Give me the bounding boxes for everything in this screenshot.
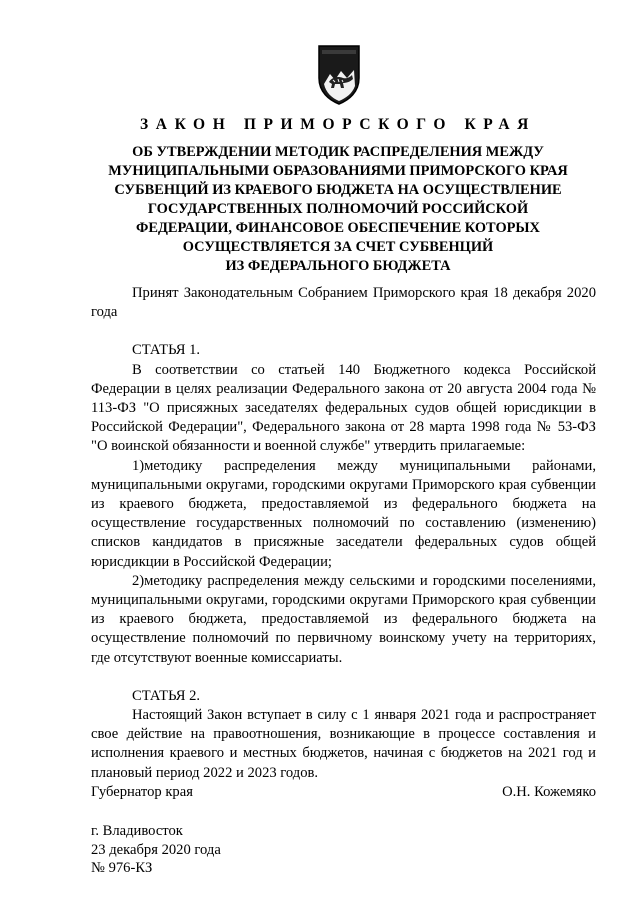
subject-line: ФЕДЕРАЦИИ, ФИНАНСОВОЕ ОБЕСПЕЧЕНИЕ КОТОРЫХ — [136, 220, 540, 236]
law-subject — [88, 143, 588, 276]
subject-line: ОСУЩЕСТВЛЯЕТСЯ ЗА СЧЕТ СУБВЕНЦИЙ — [182, 239, 494, 255]
law-body — [91, 284, 596, 783]
law-title: ЗАКОН ПРИМОРСКОГО КРАЯ — [140, 116, 536, 133]
article-1-item-1: 1)методику распределения между муниципальными районами, муниципальными округами, городскими округами Приморского края субвенции из краевого бюджета, предоставляемой из федерального бюджета на осуществление государственных полномочий по составлению (изменению) списков кандидатов в присяжные заседатели федеральных судов общей юрисдикции в Российской Федерации; — [91, 457, 596, 570]
footer-city: г. Владивосток — [91, 823, 183, 839]
adoption-note: Принят Законодательным Собранием Приморского края 18 декабря 2020 года — [91, 285, 596, 321]
document-footer — [91, 822, 221, 878]
footer-number: № 976-КЗ — [91, 860, 153, 877]
article-2-text: Настоящий Закон вступает в силу с 1 января 2021 года и распространяет свое действие на правоотношения, возникающие в процессе составления и исполнения краевого и местных бюджетов, начиная с бюджетов на 2021 год и плановый период 2022 и 2023 годов. — [91, 707, 596, 781]
subject-line: МУНИЦИПАЛЬНЫМИ ОБРАЗОВАНИЯМИ ПРИМОРСКОГО КРАЯ — [108, 163, 568, 179]
article-1-intro: В соответствии со статьей 140 Бюджетного кодекса Российской Федерации в целях реализации Федерального закона от 20 августа 2004 года № 113-ФЗ "О присяжных заседателях федеральных судов общей юрисдикции в Российской Федерации", Федерального закона от 28 марта 1998 года № 53-ФЗ "О воинской обязанности и военной службе" утвердить прилагаемые: — [91, 361, 596, 455]
subject-line: СУБВЕНЦИЙ ИЗ КРАЕВОГО БЮДЖЕТА НА ОСУЩЕСТВЛЕНИЕ — [114, 182, 562, 198]
article-2-heading: СТАТЬЯ 2. — [132, 687, 201, 704]
signer-name: О.Н. Кожемяко — [502, 784, 596, 800]
footer-date: 23 декабря 2020 года — [91, 841, 221, 858]
signer-position: Губернатор края — [91, 784, 193, 800]
article-1-heading: СТАТЬЯ 1. — [132, 342, 201, 359]
subject-line: ИЗ ФЕДЕРАЛЬНОГО БЮДЖЕТА — [225, 258, 451, 274]
subject-line: ГОСУДАРСТВЕННЫХ ПОЛНОМОЧИЙ РОССИЙСКОЙ — [147, 201, 529, 217]
article-1-item-2: 2)методику распределения между сельскими и городскими поселениями, муниципальными округами, городскими округами Приморского края субвенции из краевого бюджета, предоставляемой из федерального бюджета на осуществление полномочий по первичному воинскому учету на территориях, где отсутствуют военные комиссариаты. — [91, 572, 596, 666]
coat-of-arms-icon — [316, 44, 362, 106]
signature-block — [91, 784, 596, 801]
subject-line: ОБ УТВЕРЖДЕНИИ МЕТОДИК РАСПРЕДЕЛЕНИЯ МЕЖДУ — [132, 144, 544, 160]
